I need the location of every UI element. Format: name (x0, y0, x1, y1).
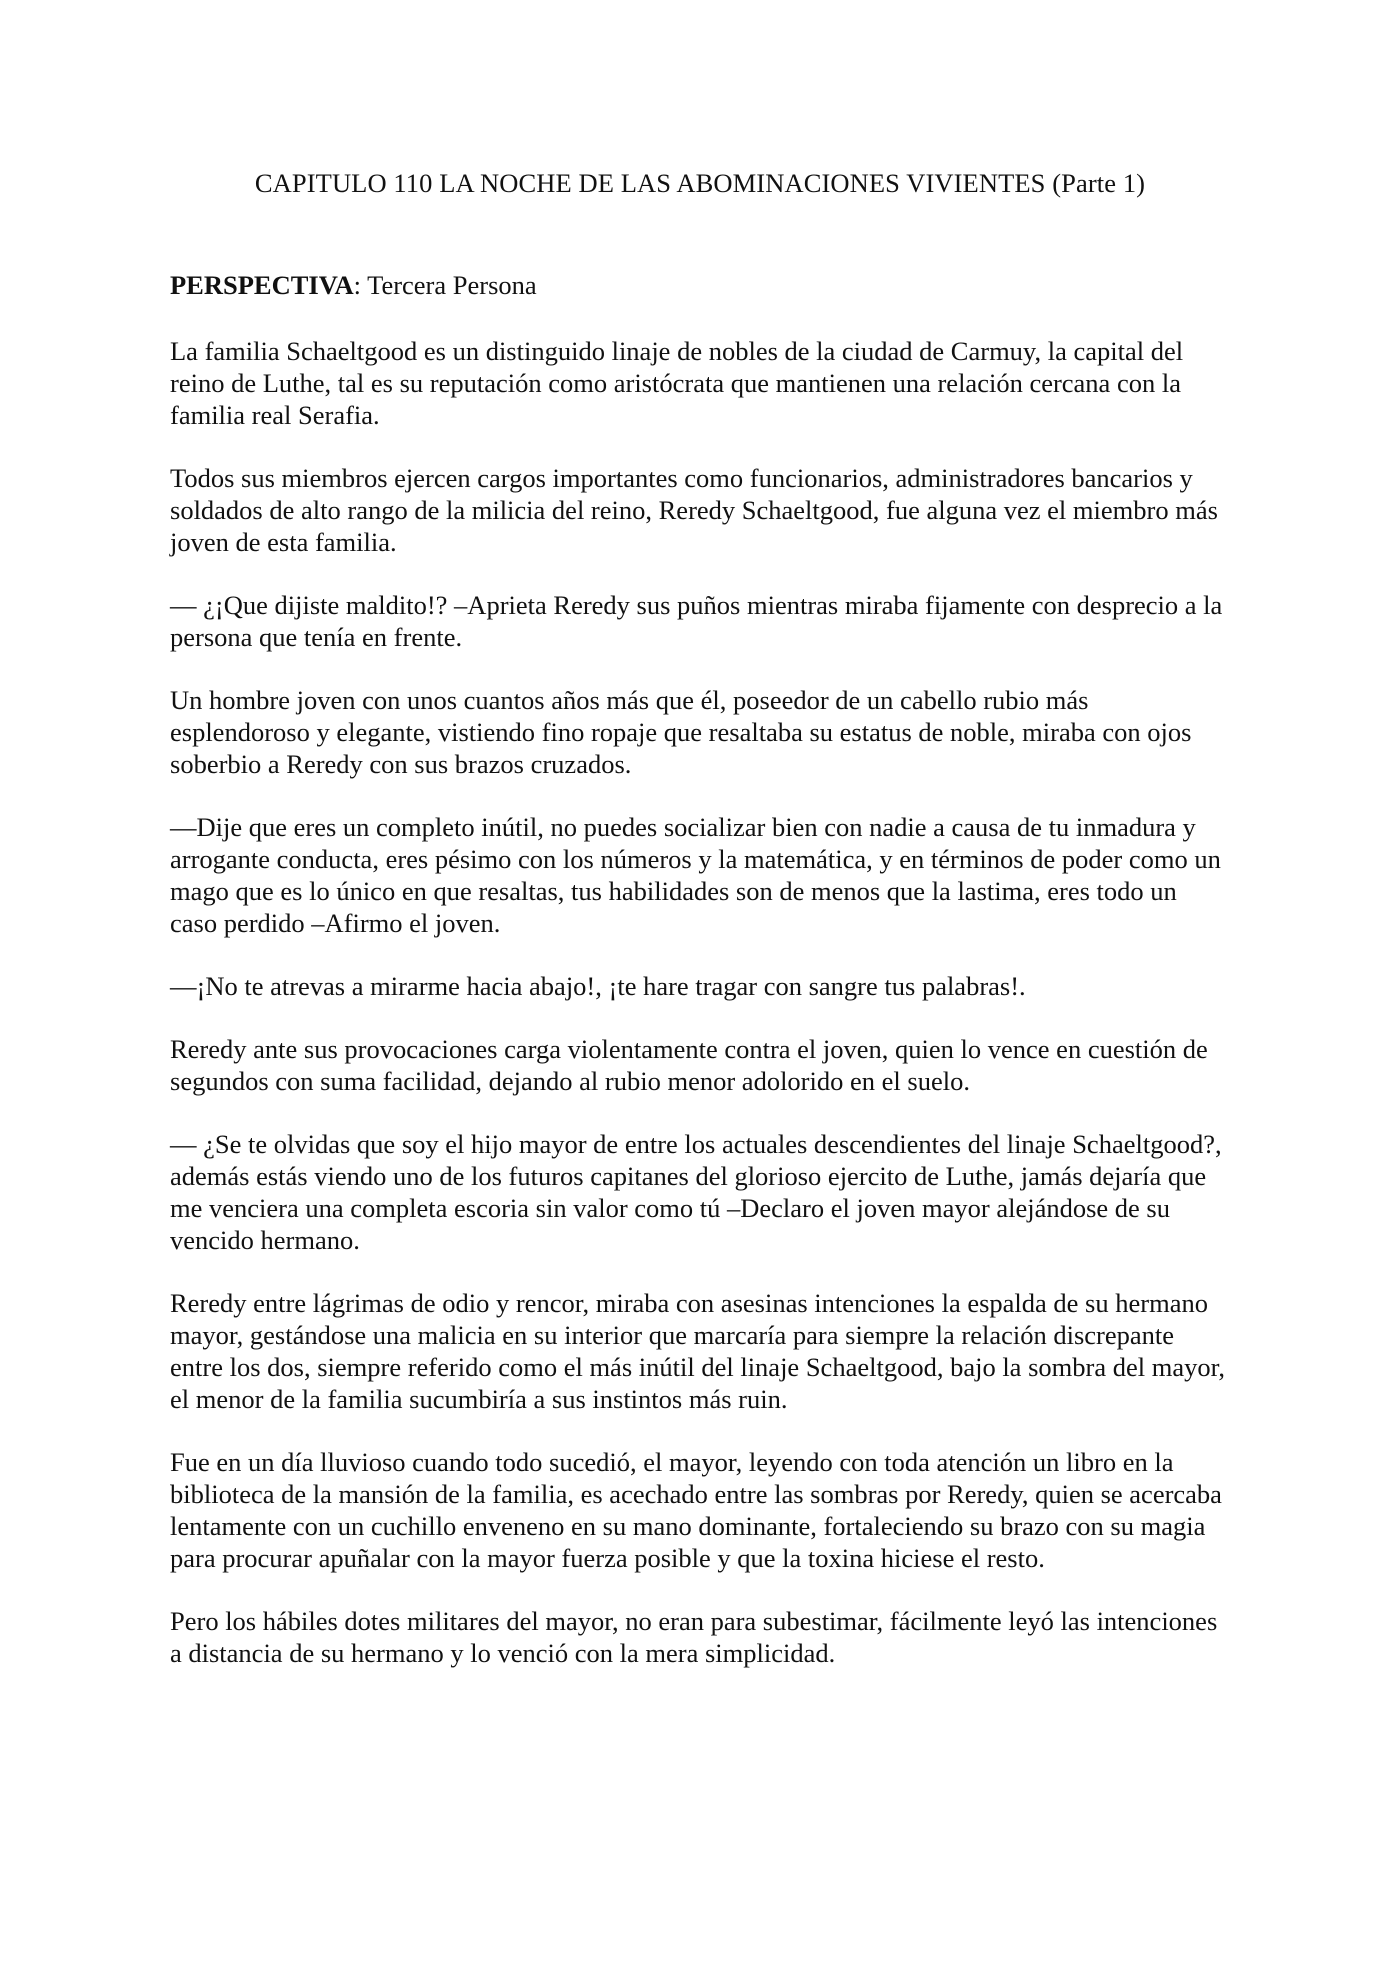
perspective-line (170, 270, 1230, 302)
chapter-title: CAPITULO 110 LA NOCHE DE LAS ABOMINACIONES VIVIENTES (Parte 1) (254, 168, 1146, 198)
perspective-separator: : (353, 269, 368, 300)
paragraph-5: —Dije que eres un completo inútil, no puedes socializar bien con nadie a causa de tu inmadura y arrogante conducta, eres pésimo con los números y la matemática, y en términos de poder como un mago que es lo único en que resaltas, tus habilidades son de menos que la lastima, eres todo un caso perdido –Afirmo el joven. (170, 811, 1221, 938)
paragraph-1: La familia Schaeltgood es un distinguido linaje de nobles de la ciudad de Carmuy, la capital del reino de Luthe, tal es su reputación como aristócrata que mantienen una relación cercana con la familia real Serafia. (170, 335, 1184, 430)
paragraph-2: Todos sus miembros ejercen cargos importantes como funcionarios, administradores bancarios y soldados de alto rango de la milicia del reino, Reredy Schaeltgood, fue alguna vez el miembro más joven de esta familia. (170, 462, 1218, 557)
paragraph-11: Pero los hábiles dotes militares del mayor, no eran para subestimar, fácilmente leyó las intenciones a distancia de su hermano y lo venció con la mera simplicidad. (170, 1605, 1218, 1668)
document-page (170, 168, 1230, 1700)
paragraph-10: Fue en un día lluvioso cuando todo sucedió, el mayor, leyendo con toda atención un libro en la biblioteca de la mansión de la familia, es acechado entre las sombras por Reredy, quien se acercaba lentamente con un cuchillo enveneno en su mano dominante, fortaleciendo su brazo con su magia para procurar apuñalar con la mayor fuerza posible y que la toxina hiciese el resto. (170, 1446, 1222, 1573)
paragraph-9: Reredy entre lágrimas de odio y rencor, miraba con asesinas intenciones la espalda de su hermano mayor, gestándose una malicia en su interior que marcaría para siempre la relación discrepante entre los dos, siempre referido como el más inútil del linaje Schaeltgood, bajo la sombra del mayor, el menor de la familia sucumbiría a sus instintos más ruin. (170, 1287, 1225, 1414)
perspective-label: PERSPECTIVA (170, 269, 354, 300)
paragraph-7: Reredy ante sus provocaciones carga violentamente contra el joven, quien lo vence en cuestión de segundos con suma facilidad, dejando al rubio menor adolorido en el suelo. (170, 1033, 1208, 1096)
paragraph-8: — ¿Se te olvidas que soy el hijo mayor de entre los actuales descendientes del linaje Schaeltgood?, además estás viendo uno de los futuros capitanes del glorioso ejercito de Luthe, jamás dejaría que me venciera una completa escoria sin valor como tú –Declaro el joven mayor alejándose de su vencido hermano. (170, 1128, 1222, 1255)
perspective-value: Tercera Persona (367, 269, 537, 300)
paragraph-6: —¡No te atrevas a mirarme hacia abajo!, ¡te hare tragar con sangre tus palabras!. (170, 970, 1026, 1001)
paragraph-3: — ¿¡Que dijiste maldito!? –Aprieta Reredy sus puños mientras miraba fijamente con desprecio a la persona que tenía en frente. (170, 589, 1223, 652)
paragraph-4: Un hombre joven con unos cuantos años más que él, poseedor de un cabello rubio más esplendoroso y elegante, vistiendo fino ropaje que resaltaba su estatus de noble, miraba con ojos soberbio a Reredy con sus brazos cruzados. (170, 684, 1192, 779)
